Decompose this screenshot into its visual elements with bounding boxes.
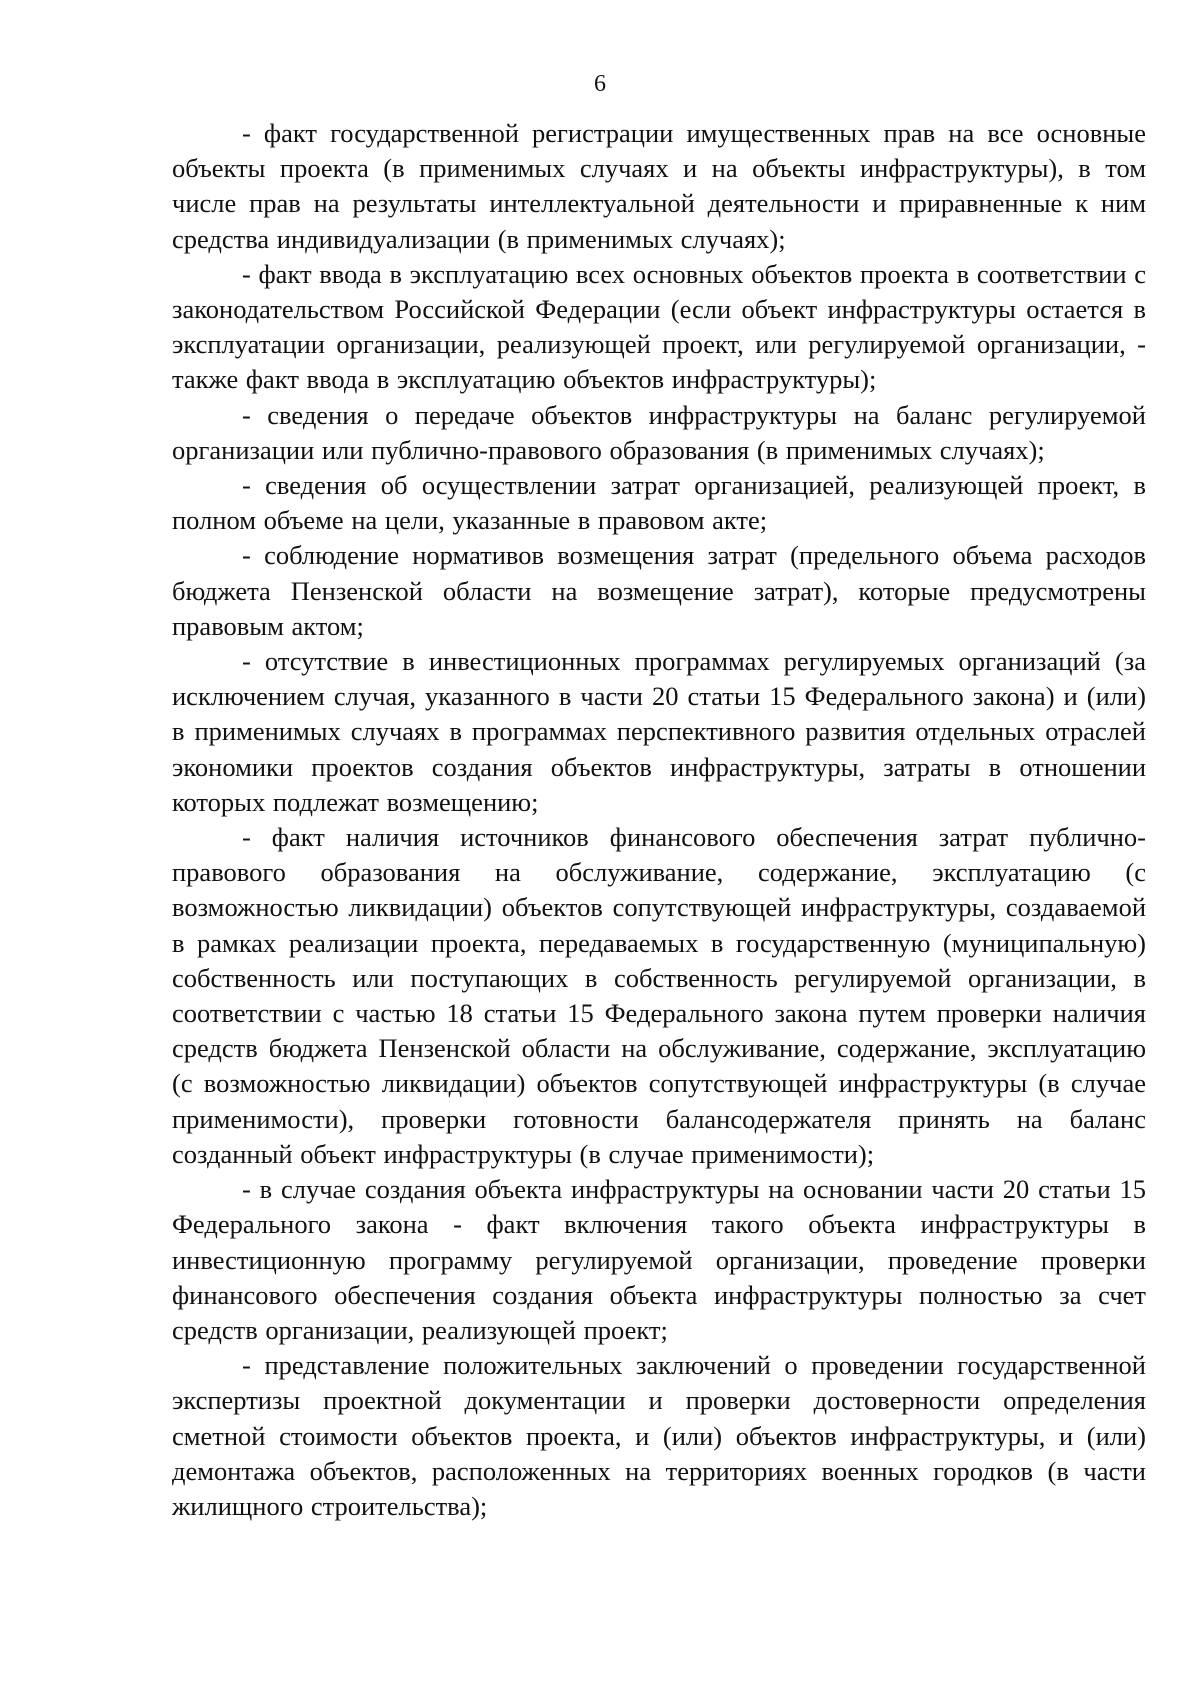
document-body bbox=[172, 116, 1146, 1524]
paragraph-funding-sources: - факт наличия источников финансового обеспечения затрат публично-правового образования на обслуживание, содержание, эксплуатацию (с возможностью ликвидации) объектов сопутствующей инфраструктуры, создаваемой в рамках реализации проекта, передаваемых в государственную (муниципальную) собственность или поступающих в собственность регулируемой организации, в соответствии с частью 18 статьи 15 Федерального закона путем проверки наличия средств бюджета Пензенской области на обслуживание, содержание, эксплуатацию (с возможностью ликвидации) объектов сопутствующей инфраструктуры (в случае применимости), проверки готовности балансодержателя принять на баланс созданный объект инфраструктуры (в случае применимости); bbox=[172, 822, 1146, 1169]
paragraph-commissioning: - факт ввода в эксплуатацию всех основных объектов проекта в соответствии с законодательством Российской Федерации (если объект инфраструктуры остается в эксплуатации организации, реализующей проект, или регулируемой организации, - также факт ввода в эксплуатацию объектов инфраструктуры); bbox=[172, 258, 1146, 395]
paragraph-investment-programs: - отсутствие в инвестиционных программах регулируемых организаций (за исключением случая, указанного в части 20 статьи 15 Федерального закона) и (или) в применимых случаях в программах перспективного развития отдельных отраслей экономики проектов создания объектов инфраструктуры, затраты в отношении которых подлежат возмещению; bbox=[172, 646, 1146, 817]
paragraph-costs-incurred: - сведения об осуществлении затрат организацией, реализующей проект, в полном объеме на цели, указанные в правовом акте; bbox=[172, 470, 1146, 536]
paragraph-balance-transfer: - сведения о передаче объектов инфраструктуры на баланс регулируемой организации или публично-правового образования (в применимых случаях); bbox=[172, 399, 1146, 465]
paragraph-reimbursement-standards: - соблюдение нормативов возмещения затрат (предельного объема расходов бюджета Пензенской области на возмещение затрат), которые предусмотрены правовым актом; bbox=[172, 540, 1146, 641]
paragraph-part-20-case: - в случае создания объекта инфраструктуры на основании части 20 статьи 15 Федерального закона - факт включения такого объекта инфраструктуры в инвестиционную программу регулируемой организации, проведение проверки финансового обеспечения создания объекта инфраструктуры полностью за счет средств организации, реализующей проект; bbox=[172, 1174, 1146, 1345]
paragraph-state-registration: - факт государственной регистрации имущественных прав на все основные объекты проекта (в применимых случаях и на объекты инфраструктуры), в том числе прав на результаты интеллектуальной деятельности и приравненные к ним средства индивидуализации (в применимых случаях); bbox=[172, 118, 1146, 254]
page-number: 6 bbox=[594, 71, 606, 97]
paragraph-expert-conclusions: - представление положительных заключений о проведении государственной экспертизы проектной документации и проверки достоверности определения сметной стоимости объектов проекта, и (или) объектов инфраструктуры, и (или) демонтажа объектов, расположенных на территориях военных городков (в части жилищного строительства); bbox=[172, 1350, 1146, 1521]
